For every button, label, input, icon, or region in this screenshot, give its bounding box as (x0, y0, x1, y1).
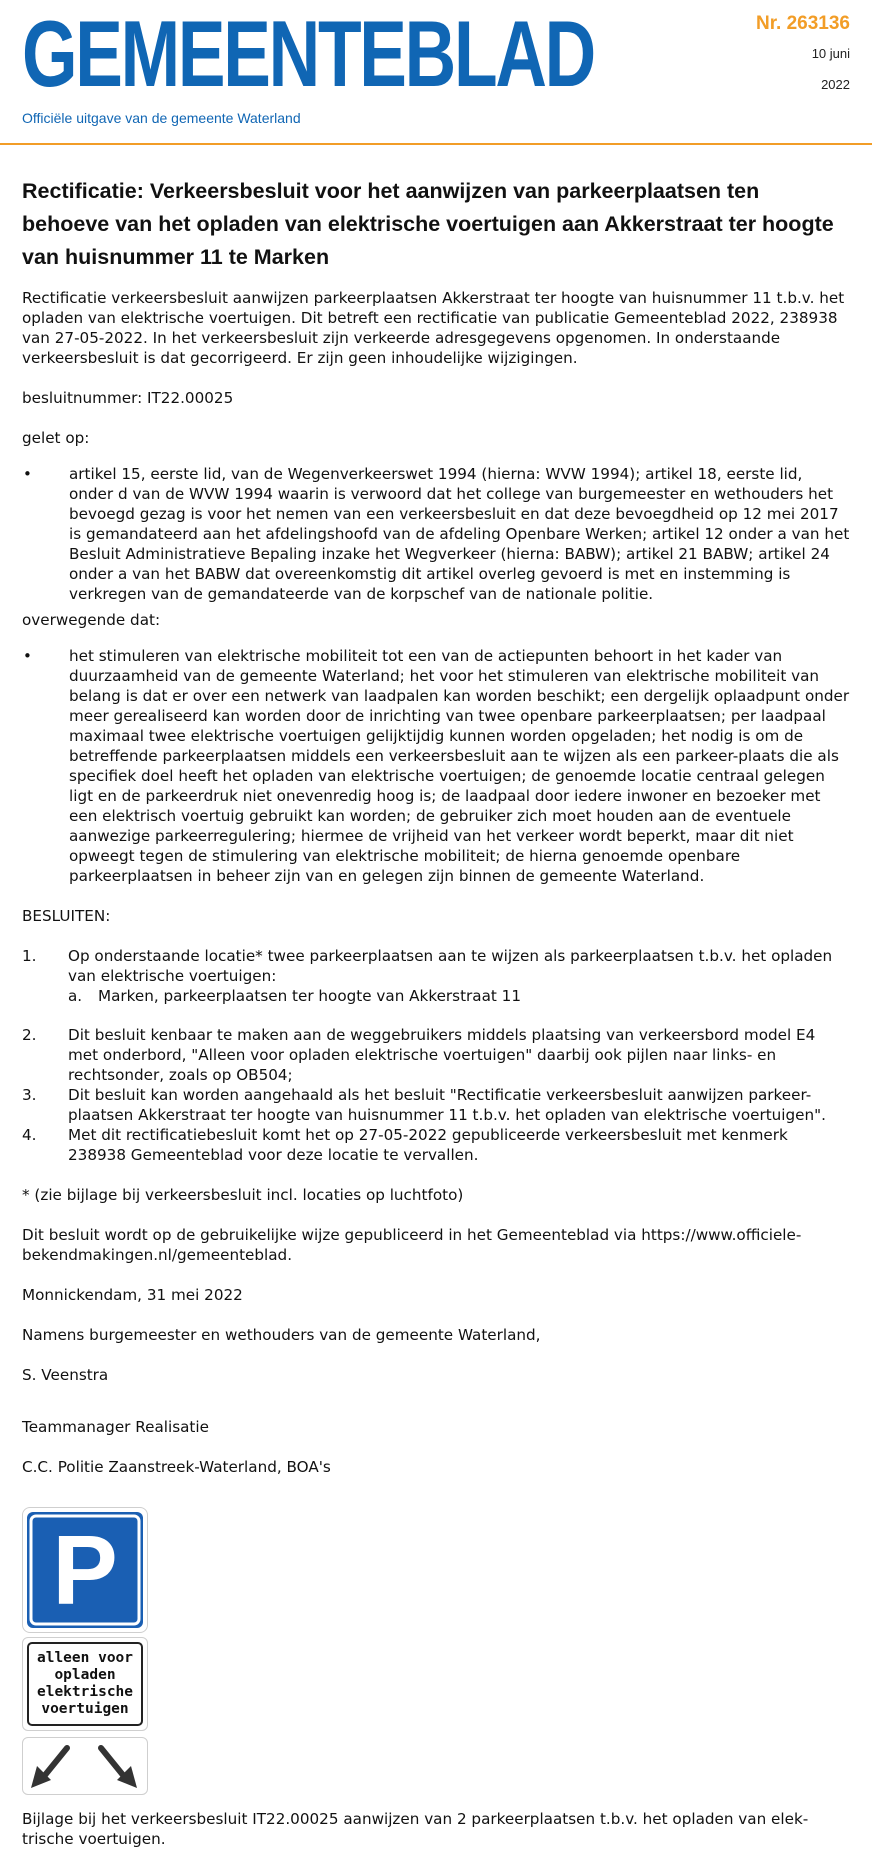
footnote: * (zie bijlage bij verkeersbesluit incl. locaties op luchtfoto) (22, 1186, 464, 1204)
sub-sign-line: opladen (54, 1667, 116, 1683)
bullet-marker: • (23, 465, 32, 483)
besluitnummer: besluitnummer: IT22.00025 (22, 389, 234, 407)
issue-year: 2022 (821, 77, 850, 92)
arrow-down-right-icon (101, 1748, 137, 1788)
besluit-item (22, 946, 850, 1006)
on-behalf: Namens burgemeester en wethouders van de gemeente Waterland, (22, 1326, 541, 1344)
sub-sign-line: voertuigen (41, 1701, 129, 1717)
traffic-sign-illustration (22, 1507, 152, 1795)
cc-line: C.C. Politie Zaanstreek-Waterland, BOA's (22, 1458, 331, 1476)
besluit-item (22, 1125, 850, 1165)
item-number: 3. (22, 1086, 37, 1104)
sub-sign-line: alleen voor (36, 1650, 134, 1666)
sub-item-text: Marken, parkeerplaatsen ter hoogte van Akkerstraat 11 (98, 987, 522, 1005)
sub-sign-line: elektrische (36, 1684, 134, 1700)
item-text: Op onderstaande locatie* twee parkeerplaatsen aan te wijzen als parkeerplaatsen t.b.v. het opladen van elektrische voertuigen: (68, 947, 833, 985)
issue-number: Nr. 263136 (755, 13, 850, 34)
overwegende-label: overwegende dat: (22, 611, 161, 629)
masthead (0, 0, 872, 145)
item-number: 1. (22, 947, 37, 965)
besluiten-label: BESLUITEN: (22, 907, 111, 925)
document-title: Rectificatie: Verkeersbesluit voor het aanwijzen van parkeerplaatsen ten behoeve van het opladen van elektrische voertuigen aan Akkerstraat ter hoogte van huisnummer 11 te Marken (22, 179, 834, 269)
item-number: 4. (22, 1126, 37, 1144)
issue-info (756, 12, 850, 95)
arrow-down-left-icon (31, 1748, 67, 1788)
sub-item (68, 986, 850, 1006)
publication-text: Dit besluit wordt op de gebruikelijke wijze gepubliceerd in het Gemeenteblad via https://www.officiele-bekendmakingen.nl/gemeenteblad. (22, 1226, 802, 1264)
overwegende-text: het stimuleren van elektrische mobiliteit tot een van de actiepunten behoort in het kader van duurzaamheid van de gemeente Waterland; het voor het stimuleren van elektrische mobiliteit van belang is dat er over een netwerk van laadpalen kan worden beschikt; een dergelijk oplaadpunt onder meer gerealiseerd kan worden door de inrichting van twee openbare parkeerplaatsen; per laadpaal maximaal twee elektrische voertuigen gelijktijdig kunnen worden opgeladen; het nodig is om de betreffende parkeerplaatsen middels een verkeersbesluit aan te wijzen als een parkeer-plaats die als specifiek doel heeft het opladen van elektrische voertuigen; de genoemde locatie centraal gelegen ligt en de parkeerdruk niet onevenredig hoog is; de laadpaal door iedere inwoner en bezoeker met een elektrisch voertuig gebruikt kan worden; de gebruiker zich moet houden aan de eventuele aanwezige parkeerregulering; hiermee de vrijheid van het verkeer wordt beperkt, maar dit niet opweegt tegen de stimulering van elektrische mobiliteit; de hierna genoemde openbare parkeerplaatsen in beheer zijn van en gelegen zijn binnen de gemeente Waterland. (69, 647, 850, 885)
signer-name: S. Veenstra (22, 1366, 109, 1384)
arrow-sub-sign (22, 1737, 148, 1795)
overwegende-item (22, 646, 850, 886)
brand-subtitle: Officiële uitgave van de gemeente Waterland (22, 110, 301, 126)
item-number: 2. (22, 1026, 37, 1044)
sub-item-mark: a. (68, 987, 83, 1005)
besluit-item (22, 1025, 850, 1085)
parking-sign-icon (22, 1507, 148, 1633)
item-text: Dit besluit kenbaar te maken aan de weggebruikers middels plaatsing van verkeersbord model E4 met onderbord, "Alleen voor opladen elektrische voertuigen" daarbij ook pijlen naar links- en rechtsonder, zoals op OB504; (68, 1026, 816, 1084)
besluiten-list (22, 946, 850, 1165)
bullet-marker: • (23, 647, 32, 665)
parking-letter-text: P (52, 1515, 118, 1625)
issue-date: 10 juni (811, 46, 850, 61)
brand-title: GEMEENTEBLAD (22, 1, 594, 106)
besluit-item (22, 1085, 850, 1125)
item-text: Dit besluit kan worden aangehaald als het besluit "Rectificatie verkeersbesluit aanwijzen parkeer-plaatsen Akkerstraat ter hoogte van huisnummer 11 t.b.v. het opladen van elektrische voertuigen". (68, 1086, 826, 1124)
gelet-op-text: artikel 15, eerste lid, van de Wegenverkeerswet 1994 (hierna: WVW 1994); artikel 18, eerste lid, onder d van de WVW 1994 waarin is verwoord dat het college van burgemeester en wethouders het bevoegd gezag is voor het nemen van een verkeersbesluit en dat deze bevoegdheid op 12 mei 2017 is gemandateerd aan het afdelingshoofd van de afdeling Openbare Werken; artikel 12 onder a van het Besluit Administratieve Bepaling inzake het Wegverkeer (hierna: BABW); artikel 21 BABW; artikel 24 onder a van het BABW dat overeenkomstig dit artikel overleg gevoerd is met en instemming is verkregen van de gemandateerde van de korpschef van de nationale politie. (69, 465, 850, 603)
intro-paragraph: Rectificatie verkeersbesluit aanwijzen parkeerplaatsen Akkerstraat ter hoogte van huisnummer 11 t.b.v. het opladen van elektrische voertuigen. Dit betreft een rectificatie van publicatie Gemeenteblad 2022, 238938 van 27-05-2022. In het verkeersbesluit zijn verkeerde adresgegevens opgenomen. In onderstaande verkeersbesluit is dat gecorrigeerd. Er zijn geen inhoudelijke wijzigingen. (22, 289, 845, 367)
sub-sign (22, 1637, 148, 1731)
place-date: Monnickendam, 31 mei 2022 (22, 1286, 243, 1304)
signer-role: Teammanager Realisatie (22, 1418, 209, 1436)
parking-letter (27, 1512, 143, 1628)
gelet-op-label: gelet op: (22, 429, 90, 447)
document-body (0, 145, 872, 1849)
gelet-op-item (22, 464, 850, 604)
item-text: Met dit rectificatiebesluit komt het op 27-05-2022 gepubliceerde verkeersbesluit met kenmerk 238938 Gemeenteblad voor deze locatie te vervallen. (68, 1126, 788, 1164)
attachment-caption: Bijlage bij het verkeersbesluit IT22.00025 aanwijzen van 2 parkeerplaatsen t.b.v. het opladen van elek-trische voertuigen. (22, 1810, 809, 1848)
